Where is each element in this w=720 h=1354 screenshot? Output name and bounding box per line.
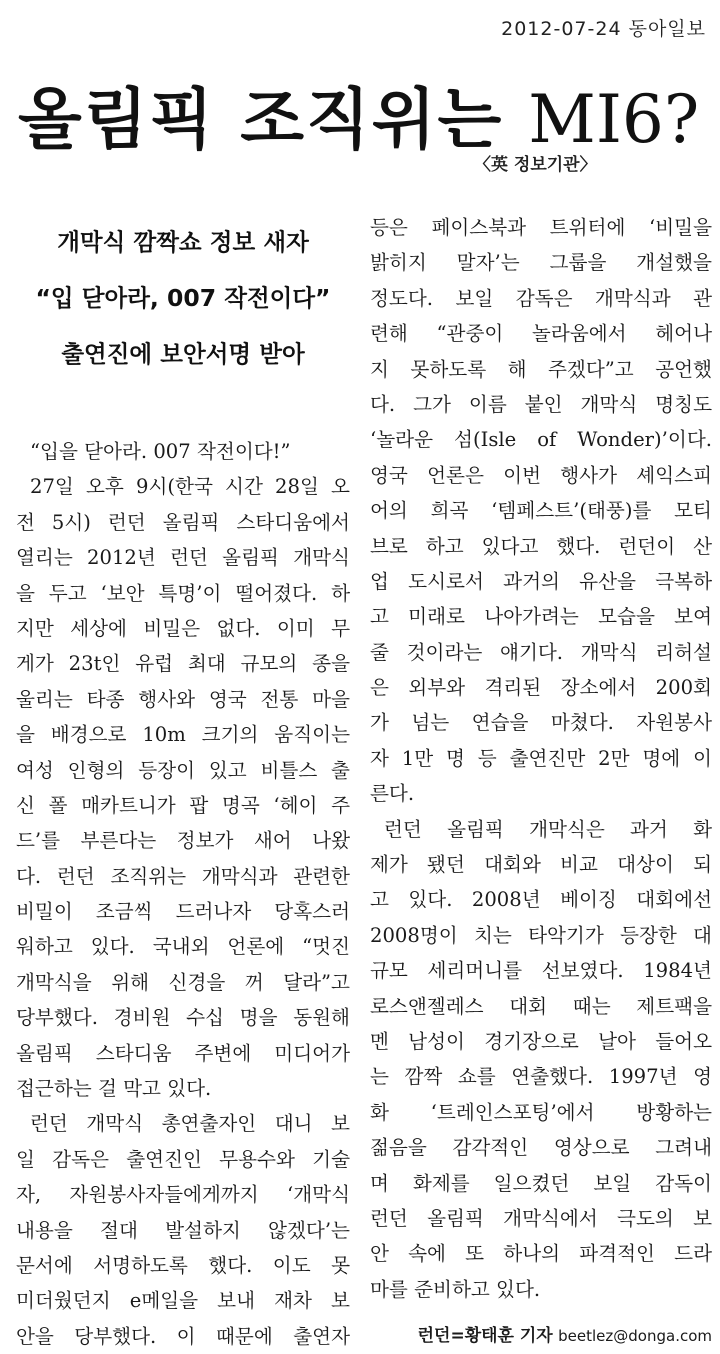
body-text-line: 규모 세리머니를 선보였다. 1984년 bbox=[370, 959, 712, 983]
body-text-line: 을 배경으로 10m 크기의 움직이는 bbox=[16, 723, 350, 747]
body-text-line: 미더웠던지 e메일을 보내 재차 보 bbox=[16, 1289, 350, 1313]
body-text-line: 브로 하고 있다고 했다. 런던이 산 bbox=[370, 534, 712, 558]
byline-email: beetlez@donga.com bbox=[558, 1327, 712, 1346]
body-text-line: 문서에 서명하도록 했다. 이도 못 bbox=[16, 1253, 350, 1277]
body-text-line: 게가 23t인 유럽 최대 규모의 종을 bbox=[16, 652, 350, 676]
article-body-left bbox=[16, 434, 350, 1354]
article-body-right bbox=[370, 210, 712, 1307]
body-text-line: 른다. bbox=[370, 782, 415, 806]
body-text-line: 2008명이 치는 타악기가 등장한 대 bbox=[370, 923, 712, 947]
body-text-line: 자, 자원봉사자들에게까지 ‘개막식 bbox=[16, 1183, 350, 1207]
body-text-line: 등은 페이스북과 트위터에 ‘비밀을 bbox=[370, 216, 712, 239]
body-text-line: 지 못하도록 해 주겠다”고 공언했 bbox=[370, 357, 712, 381]
body-text-line: 지만 세상에 비밀은 없다. 이미 무 bbox=[16, 616, 350, 640]
headline-annotation: 〈英 정보기관〉 bbox=[474, 155, 597, 175]
publication-date-source: 2012-07-24 동아일보 bbox=[501, 18, 706, 40]
body-text-line: 고 미래로 나아가려는 모습을 보여 bbox=[370, 605, 712, 629]
body-text-line: 워하고 있다. 국내외 언론에 “멋진 bbox=[16, 935, 350, 959]
headline-latin: MI6? bbox=[528, 81, 700, 158]
body-text-line: 을 두고 ‘보안 특명’이 떨어졌다. 하 bbox=[16, 581, 350, 605]
body-text-line: 젊음을 감각적인 영상으로 그려내 bbox=[370, 1136, 712, 1160]
body-text-line: 접근하는 걸 막고 있다. bbox=[16, 1077, 212, 1101]
body-text-line: 가 넘는 연습을 마쳤다. 자원봉사 bbox=[370, 711, 712, 735]
body-text-line: 화 ‘트레인스포팅’에서 방황하는 bbox=[370, 1100, 712, 1124]
body-text-line: 안을 당부했다. 이 때문에 출연자 bbox=[16, 1324, 350, 1348]
article-subheadline bbox=[16, 214, 350, 382]
body-text-line: 멘 남성이 경기장으로 날아 들어오 bbox=[370, 1029, 712, 1053]
headline-korean: 올림픽 조직위는 bbox=[18, 81, 529, 158]
article-headline bbox=[18, 66, 699, 161]
body-text-line: 런던 개막식 총연출자인 대니 보 bbox=[30, 1112, 350, 1136]
body-text-line: 27일 오후 9시(한국 시간 28일 오 bbox=[30, 475, 350, 499]
article-column-right bbox=[370, 210, 712, 1346]
body-text-line: 마를 준비하고 있다. bbox=[370, 1277, 541, 1301]
body-text-line: 영국 언론은 이번 행사가 셰익스피 bbox=[370, 463, 712, 487]
article-column-left bbox=[16, 210, 350, 1354]
body-text-line: 줄 것이라는 얘기다. 개막식 리허설 bbox=[370, 640, 712, 664]
byline bbox=[370, 1321, 712, 1346]
body-text-line: 내용을 절대 발설하지 않겠다’는 bbox=[16, 1218, 350, 1242]
body-text-line: 는 깜짝 쇼를 연출했다. 1997년 영 bbox=[370, 1065, 712, 1089]
body-text-line: 어의 희곡 ‘템페스트’(태풍)를 모티 bbox=[370, 499, 712, 523]
body-text-line: 비밀이 조금씩 드러나자 당혹스러 bbox=[16, 900, 350, 924]
body-text-line: 런던 올림픽 개막식은 과거 화 bbox=[384, 817, 712, 841]
subheadline-line: 개막식 깜짝쇼 정보 새자 bbox=[57, 228, 309, 256]
body-text-line: 다. 런던 조직위는 개막식과 관련한 bbox=[16, 864, 350, 888]
body-text-line: 울리는 타종 행사와 영국 전통 마을 bbox=[16, 687, 350, 711]
body-text-line: 자 1만 명 등 출연진만 2만 명에 이 bbox=[370, 746, 712, 770]
body-text-line: 며 화제를 일으켰던 보일 감독이 bbox=[370, 1171, 712, 1195]
body-text-line: 고 있다. 2008년 베이징 대회에선 bbox=[370, 888, 712, 912]
body-text-line: 다. 그가 이름 붙인 개막식 명칭도 bbox=[370, 392, 712, 416]
subheadline-line: 출연진에 보안서명 받아 bbox=[61, 340, 305, 368]
body-text-line: 업 도시로서 과거의 유산을 극복하 bbox=[370, 569, 712, 593]
body-text-line: 올림픽 스타디움 주변에 미디어가 bbox=[16, 1041, 350, 1065]
body-text-line: 정도다. 보일 감독은 개막식과 관 bbox=[370, 286, 712, 310]
body-text-line: “입을 닫아라. 007 작전이다!” bbox=[30, 440, 291, 463]
body-text-line: 개막식을 위해 신경을 꺼 달라”고 bbox=[16, 970, 350, 994]
body-text-line: 드’를 부른다는 정보가 새어 나왔 bbox=[16, 829, 350, 853]
body-text-line: 신 폴 매카트니가 팝 명곡 ‘헤이 주 bbox=[16, 793, 350, 817]
body-text-line: ‘놀라운 섬(Isle of Wonder)’이다. bbox=[370, 428, 712, 452]
byline-reporter: 런던=황태훈 기자 bbox=[417, 1326, 553, 1347]
body-text-line: 련해 “관중이 놀라움에서 헤어나 bbox=[370, 322, 712, 346]
body-text-line: 제가 됐던 대회와 비교 대상이 되 bbox=[370, 853, 712, 877]
body-text-line: 열리는 2012년 런던 올림픽 개막식 bbox=[16, 546, 350, 570]
body-text-line: 밝히지 말자’는 그룹을 개설했을 bbox=[370, 251, 712, 275]
subheadline-line: “입 닫아라, 007 작전이다” bbox=[35, 284, 331, 312]
body-text-line: 일 감독은 출연진인 무용수와 기술 bbox=[16, 1147, 350, 1171]
body-text-line: 런던 올림픽 개막식에서 극도의 보 bbox=[370, 1206, 712, 1230]
body-text-line: 여성 인형의 등장이 있고 비틀스 출 bbox=[16, 758, 350, 782]
body-text-line: 당부했다. 경비원 수십 명을 동원해 bbox=[16, 1006, 350, 1030]
body-text-line: 은 외부와 격리된 장소에서 200회 bbox=[370, 676, 712, 700]
body-text-line: 전 5시) 런던 올림픽 스타디움에서 bbox=[16, 510, 350, 534]
body-text-line: 로스앤젤레스 대회 때는 제트팩을 bbox=[370, 994, 712, 1018]
body-text-line: 안 속에 또 하나의 파격적인 드라 bbox=[370, 1242, 712, 1266]
